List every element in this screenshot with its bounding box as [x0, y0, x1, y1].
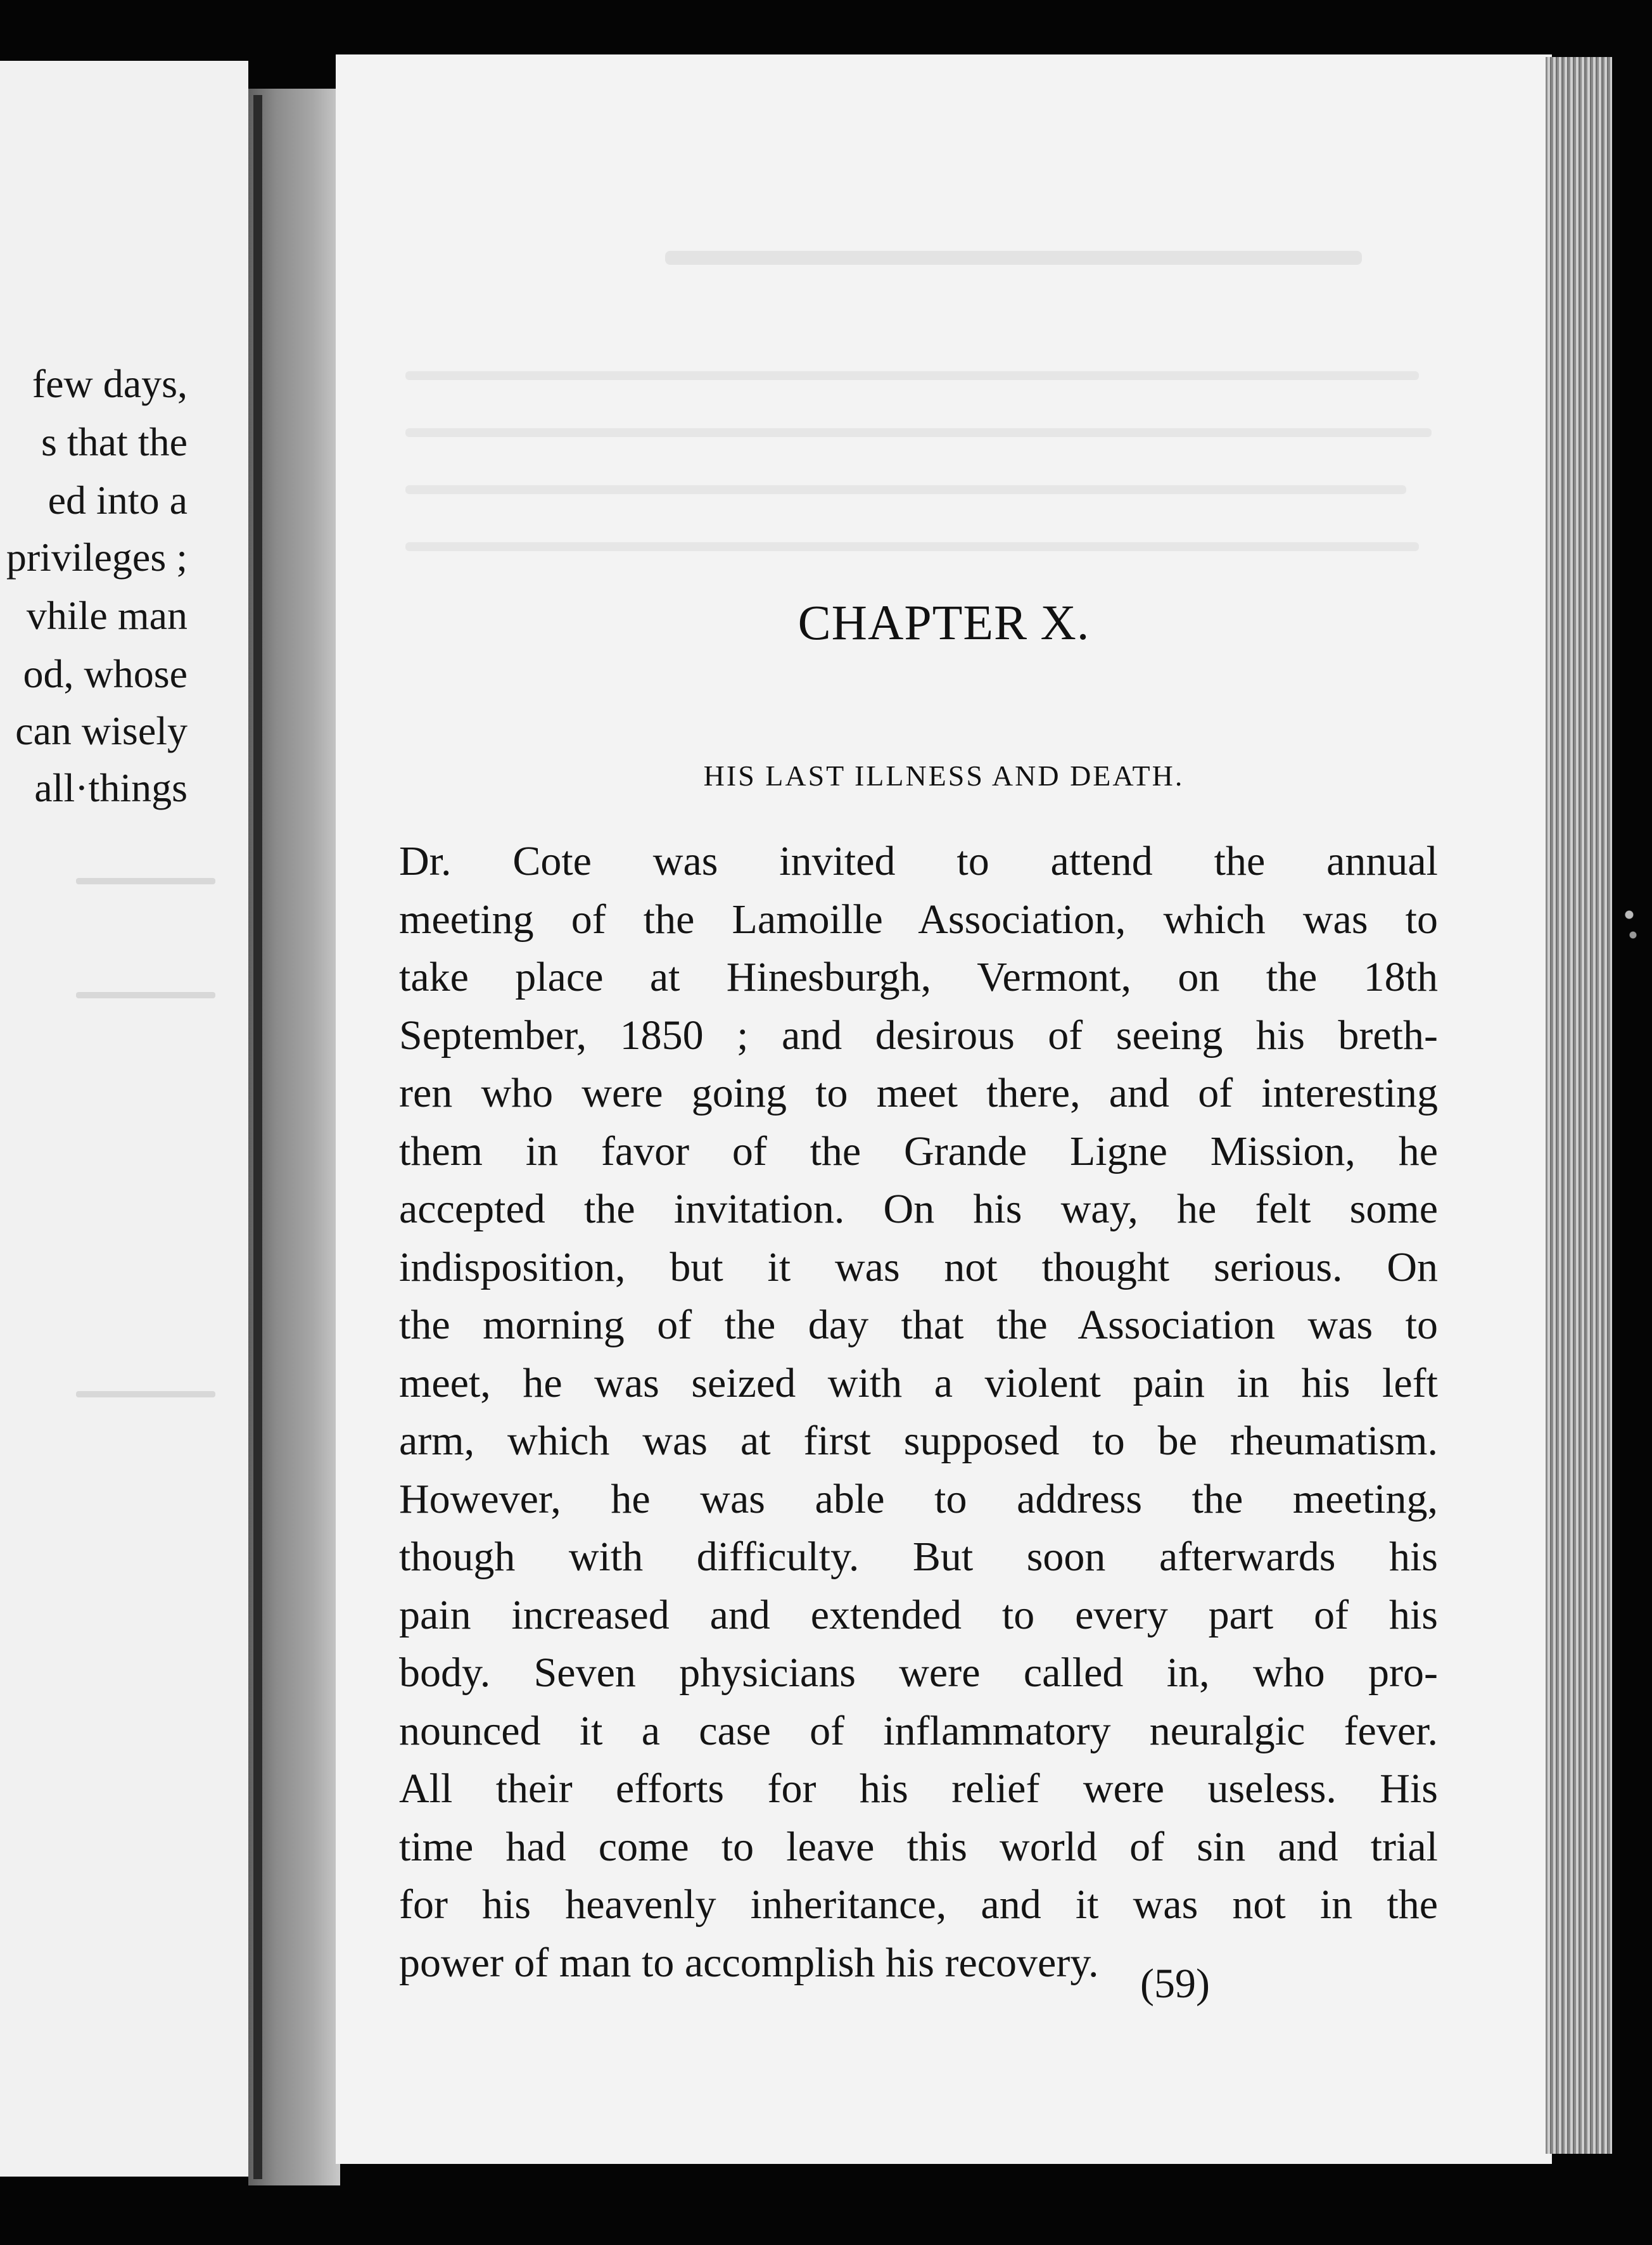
paragraph-line: for his heavenly inheritance, and it was not in the [399, 1881, 1438, 1928]
paragraph-line: the morning of the day that the Association was to [399, 1302, 1438, 1348]
paragraph-line: However, he was able to address the meeting, [399, 1475, 1438, 1522]
paragraph-line: time had come to leave this world of sin and trial [399, 1823, 1438, 1870]
scan-speck [1622, 900, 1641, 950]
paragraph-line: meeting of the Lamoille Association, which was to [399, 896, 1438, 943]
chapter-title: CHAPTER X. [797, 595, 1090, 650]
paragraph-line: accepted the invitation. On his way, he felt some [399, 1186, 1438, 1232]
paragraph-line: them in favor of the Grande Ligne Mission, he [399, 1128, 1438, 1174]
paragraph-line: All their efforts for his relief were useless. His [399, 1765, 1438, 1812]
left-page-line: vhile man [26, 593, 187, 638]
current-page [336, 54, 1552, 2164]
paragraph-line: nounced it a case of inflammatory neuralgic fever. [399, 1707, 1438, 1754]
paragraph-line: body. Seven physicians were called in, who pro- [399, 1650, 1438, 1696]
bleed-through-running-head [665, 251, 1362, 265]
bleed-through-mark [405, 371, 1419, 380]
bleed-through-mark [76, 1391, 215, 1397]
paragraph-line: power of man to accomplish his recovery. [399, 1939, 1099, 1986]
previous-page [0, 61, 248, 2177]
paragraph-line: arm, which was at first supposed to be rheumatism. [399, 1418, 1438, 1464]
paragraph-line: September, 1850 ; and desirous of seeing his breth- [399, 1012, 1438, 1059]
paragraph-line: though with difficulty. But soon afterwards his [399, 1534, 1438, 1580]
paragraph-line: take place at Hinesburgh, Vermont, on the 18th [399, 954, 1438, 1000]
bleed-through-mark [76, 992, 215, 998]
left-page-line: s that the [41, 419, 187, 464]
paragraph-line: ren who were going to meet there, and of interesting [399, 1070, 1438, 1116]
bleed-through-mark [405, 428, 1432, 437]
paragraph-line: Dr. Cote was invited to attend the annual [399, 838, 1438, 884]
chapter-paragraph [399, 832, 1438, 1992]
paragraph-line: meet, he was seized with a violent pain in his left [399, 1359, 1438, 1406]
bleed-through-mark [405, 542, 1419, 551]
left-page-line: privileges ; [6, 535, 187, 580]
left-page-line: can wisely [15, 708, 187, 753]
book-page-edges [1546, 57, 1612, 2154]
paragraph-line: indisposition, but it was not thought serious. On [399, 1243, 1438, 1290]
chapter-subtitle: HIS LAST ILLNESS AND DEATH. [703, 760, 1185, 792]
page-edge-shadow [253, 95, 262, 2179]
paragraph-line: pain increased and extended to every part of his [399, 1591, 1438, 1638]
left-page-line: od, whose [23, 651, 187, 696]
left-page-line: ed into a [48, 478, 187, 523]
bleed-through-mark [405, 485, 1406, 494]
left-page-line: all·things [34, 765, 187, 810]
left-page-line: few days, [32, 361, 187, 406]
page-number: (59) [1140, 1961, 1210, 2007]
bleed-through-mark [76, 878, 215, 884]
